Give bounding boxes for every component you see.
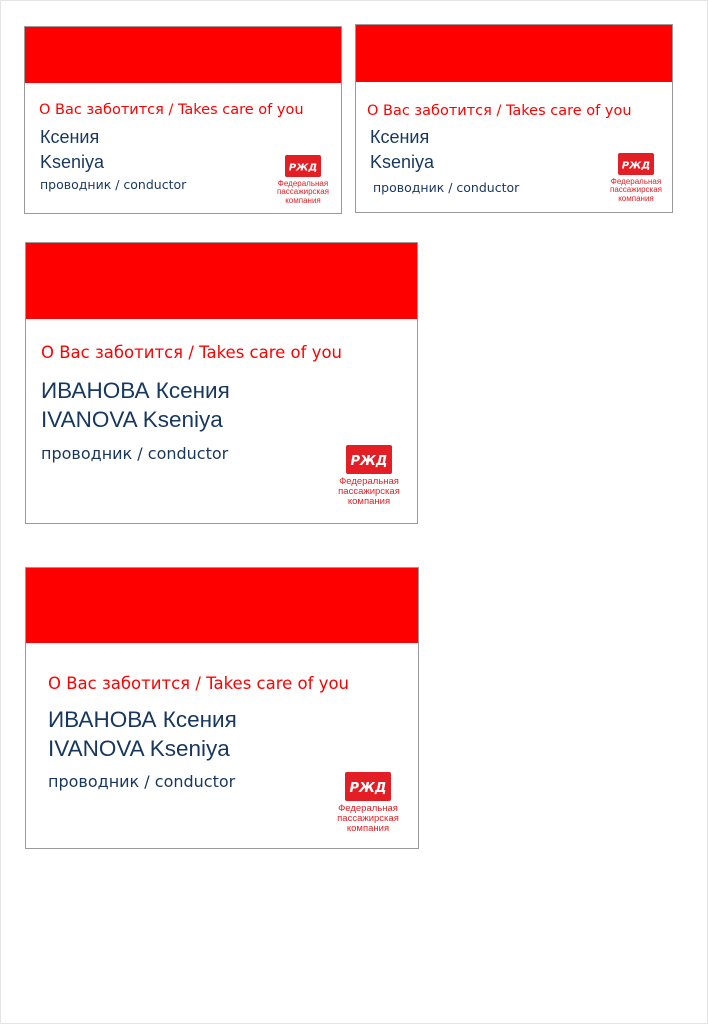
rzd-logo xyxy=(273,155,333,205)
logo-text-2: пассажирская xyxy=(337,812,399,824)
name-en: Kseniya xyxy=(40,152,105,172)
logo-text-1: Федеральная xyxy=(610,177,662,186)
badge-card-4 xyxy=(25,567,419,849)
red-header-band xyxy=(26,568,418,643)
logo-text-1: Федеральная xyxy=(338,803,398,814)
logo-text-3: компания xyxy=(346,822,390,834)
role: проводник / conductor xyxy=(48,772,236,791)
name-en: IVANOVA Kseniya xyxy=(48,736,230,761)
tagline: О Вас заботится / Takes care of you xyxy=(367,103,632,119)
role: проводник / conductor xyxy=(40,177,187,192)
tagline: О Вас заботится / Takes care of you xyxy=(39,102,304,118)
name-en: Kseniya xyxy=(370,152,435,172)
logo-text-3: компания xyxy=(618,193,654,203)
name-ru: Ксения xyxy=(40,127,100,147)
name-ru: Ксения xyxy=(370,127,430,147)
name-en: IVANOVA Kseniya xyxy=(41,407,223,432)
role: проводник / conductor xyxy=(373,180,520,195)
logo-text-2: пассажирская xyxy=(277,187,329,197)
badge-card-1 xyxy=(24,26,342,214)
red-header-band xyxy=(26,243,417,319)
logo-text-1: Федеральная xyxy=(277,179,329,188)
tagline: О Вас заботится / Takes care of you xyxy=(41,343,343,362)
svg-text:РЖД: РЖД xyxy=(350,454,388,469)
svg-text:РЖД: РЖД xyxy=(288,162,318,174)
rzd-mark-icon xyxy=(345,772,391,801)
rzd-mark-icon xyxy=(285,155,321,177)
rzd-logo xyxy=(606,153,666,203)
logo-text-2: пассажирская xyxy=(338,485,400,497)
red-header-band xyxy=(25,27,341,83)
logo-text-3: компания xyxy=(285,195,321,205)
svg-text:РЖД: РЖД xyxy=(621,160,651,172)
role: проводник / conductor xyxy=(41,444,229,463)
logo-text-3: компания xyxy=(347,495,391,507)
rzd-logo xyxy=(328,445,410,507)
badge-card-2 xyxy=(355,24,673,213)
svg-text:РЖД: РЖД xyxy=(349,781,387,796)
logo-text-2: пассажирская xyxy=(610,185,662,195)
rzd-mark-icon xyxy=(618,153,654,175)
red-header-band xyxy=(356,25,672,82)
name-ru: ИВАНОВА Ксения xyxy=(48,707,237,732)
name-ru: ИВАНОВА Ксения xyxy=(41,378,230,403)
tagline: О Вас заботится / Takes care of you xyxy=(48,674,350,693)
rzd-logo xyxy=(327,772,409,834)
logo-text-1: Федеральная xyxy=(339,476,399,487)
rzd-mark-icon xyxy=(346,445,392,474)
badge-card-3 xyxy=(25,242,418,524)
